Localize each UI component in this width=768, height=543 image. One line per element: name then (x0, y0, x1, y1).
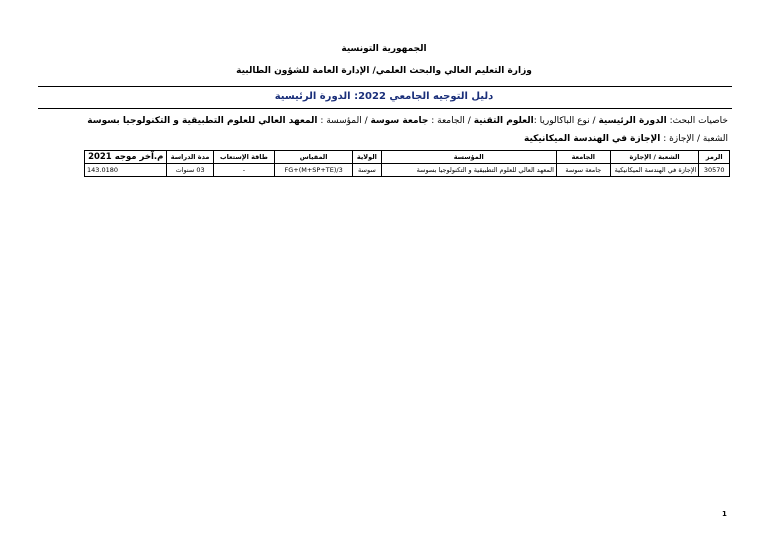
header-capacity: طاقة الإستعاب (213, 151, 274, 164)
header-duration: مدة الدراسة (167, 151, 213, 164)
specialty-line (524, 134, 728, 144)
header-republic: الجمهورية التونسية (341, 44, 427, 54)
title-bottom-rule (38, 108, 732, 109)
search-bac-value: العلوم التقنية (473, 116, 534, 126)
cell-institution: المعهد العالي للعلوم التطبيقية و التكنولوجيا بسوسة (381, 164, 556, 177)
cell-university: جامعة سوسة (556, 164, 610, 177)
cell-branch: الإجازة في الهندسة الميكانيكية (610, 164, 699, 177)
table-row (85, 164, 730, 177)
page-number: 1 (722, 510, 727, 518)
cell-code: 30570 (699, 164, 730, 177)
cell-duration: 03 سنوات (167, 164, 213, 177)
cell-capacity: - (213, 164, 274, 177)
results-table (84, 150, 730, 177)
search-institution-label: / المؤسسة : (317, 116, 371, 126)
header-institution: المؤسسة (381, 151, 556, 164)
header-state: الولاية (353, 151, 382, 164)
header-ministry: وزارة التعليم العالي والبحث العلمي/ الإدارة العامة للشؤون الطالبية (236, 66, 532, 76)
title-top-rule (38, 86, 732, 87)
guide-title: دليل التوجيه الجامعي 2022: الدورة الرئيسية (274, 91, 494, 102)
specialty-value: الإجازة في الهندسة الميكانيكية (523, 134, 661, 144)
header-last-score: م.آخر موجه 2021 (85, 151, 167, 164)
cell-criterion: FG+(M+SP+TE)/3 (275, 164, 353, 177)
search-university-value: جامعة سوسة (370, 116, 429, 126)
search-bac-label: / نوع الباكالوريا : (533, 116, 599, 126)
search-institution-value: المعهد العالي للعلوم التطبيقية و التكنولوجيا بسوسة (87, 116, 318, 126)
cell-last-score: 143.0180 (85, 164, 167, 177)
specialty-label: الشعبة / الإجازة : (660, 134, 728, 144)
header-branch: الشعبة / الإجازة (610, 151, 699, 164)
header-university: الجامعة (556, 151, 610, 164)
header-code: الرمز (699, 151, 730, 164)
cell-state: سوسة (353, 164, 382, 177)
search-university-label: / الجامعة : (428, 116, 474, 126)
search-prefix: خاصيات البحث: (666, 116, 728, 126)
table-header-row (85, 151, 730, 164)
search-criteria (87, 116, 728, 126)
header-criterion: المقياس (275, 151, 353, 164)
search-session: الدورة الرئيسية (598, 116, 667, 126)
